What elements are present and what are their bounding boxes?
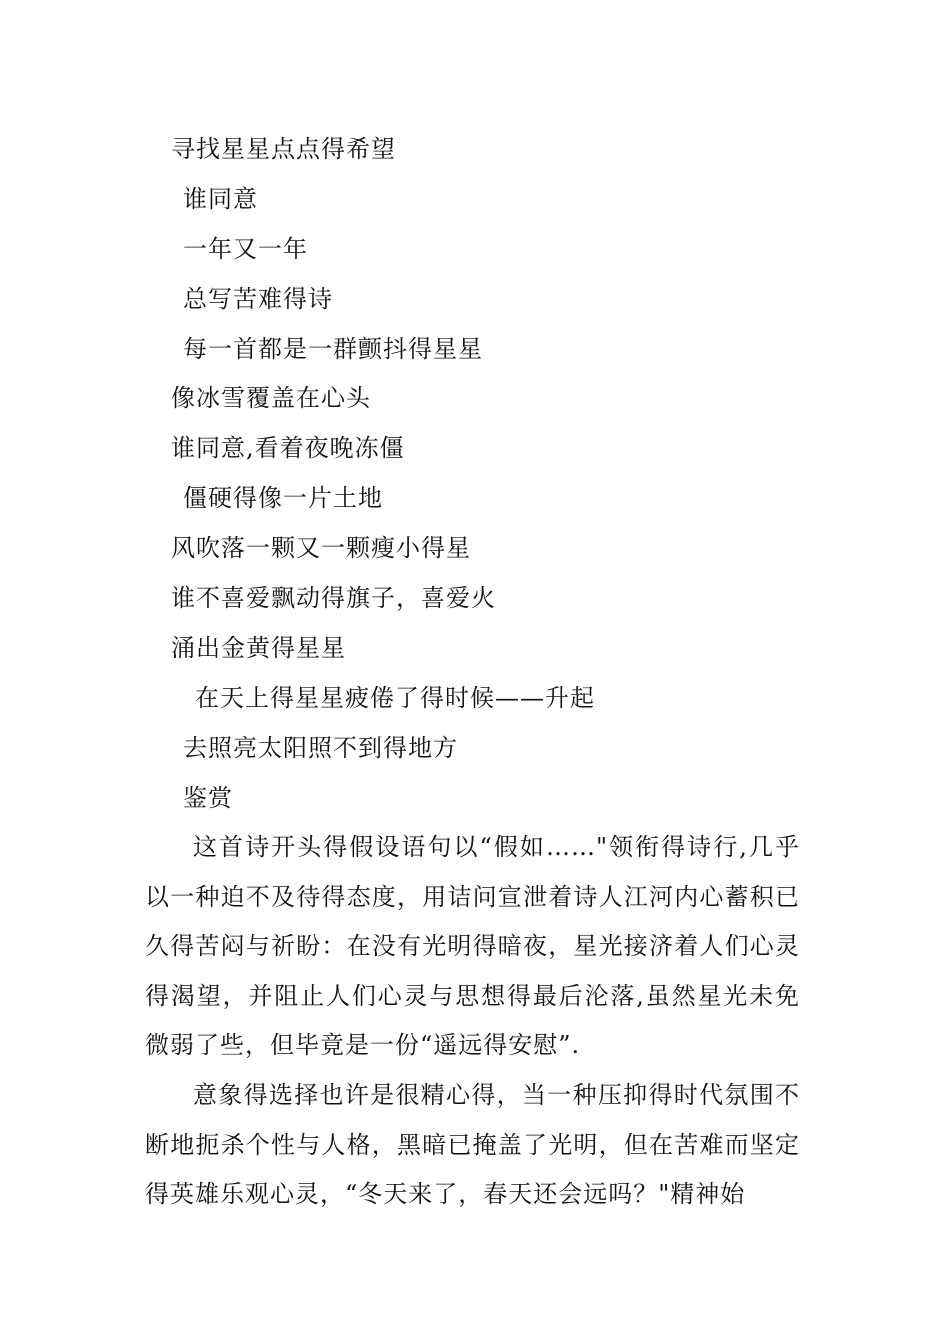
- poem-line: 一年又一年: [183, 235, 308, 263]
- poem-line: 谁不喜爱飘动得旗子，喜爱火: [171, 584, 496, 612]
- poem-line: 总写苦难得诗: [183, 285, 333, 313]
- body-paragraph: 这首诗开头得假设语句以“假如……"领衔得诗行,几乎以一种迫不及待得态度，用诘问宣泄着诗人江河内心蓄积已久得苦闷与祈盼：在没有光明得暗夜，星光接济着人们心灵得渴望，并阻止人们心灵与思想得最后沦落,虽然星光未免微弱了些，但毕竟是一份“遥远得安慰”.: [145, 833, 800, 1059]
- poem-line: 寻找星星点点得希望: [171, 135, 396, 163]
- poem-line: 每一首都是一群颤抖得星星: [183, 335, 483, 363]
- poem-line: 风吹落一颗又一颗瘦小得星: [171, 534, 471, 562]
- poem-line: 谁同意: [183, 185, 258, 213]
- poem-line: 谁同意,看着夜晚冻僵: [171, 434, 405, 462]
- section-heading: 鉴赏: [183, 784, 233, 812]
- poem-line: 像冰雪覆盖在心头: [171, 384, 371, 412]
- poem-line: 涌出金黄得星星: [171, 634, 346, 662]
- poem-line: 僵硬得像一片土地: [183, 484, 383, 512]
- poem-line: 在天上得星星疲倦了得时候——升起: [195, 684, 595, 712]
- poem-line: 去照亮太阳照不到得地方: [183, 734, 458, 762]
- body-paragraph: 意象得选择也许是很精心得，当一种压抑得时代氛围不断地扼杀个性与人格，黑暗已掩盖了光明，但在苦难而坚定得英雄乐观心灵，“冬天来了，春天还会远吗？"精神始: [145, 1081, 800, 1208]
